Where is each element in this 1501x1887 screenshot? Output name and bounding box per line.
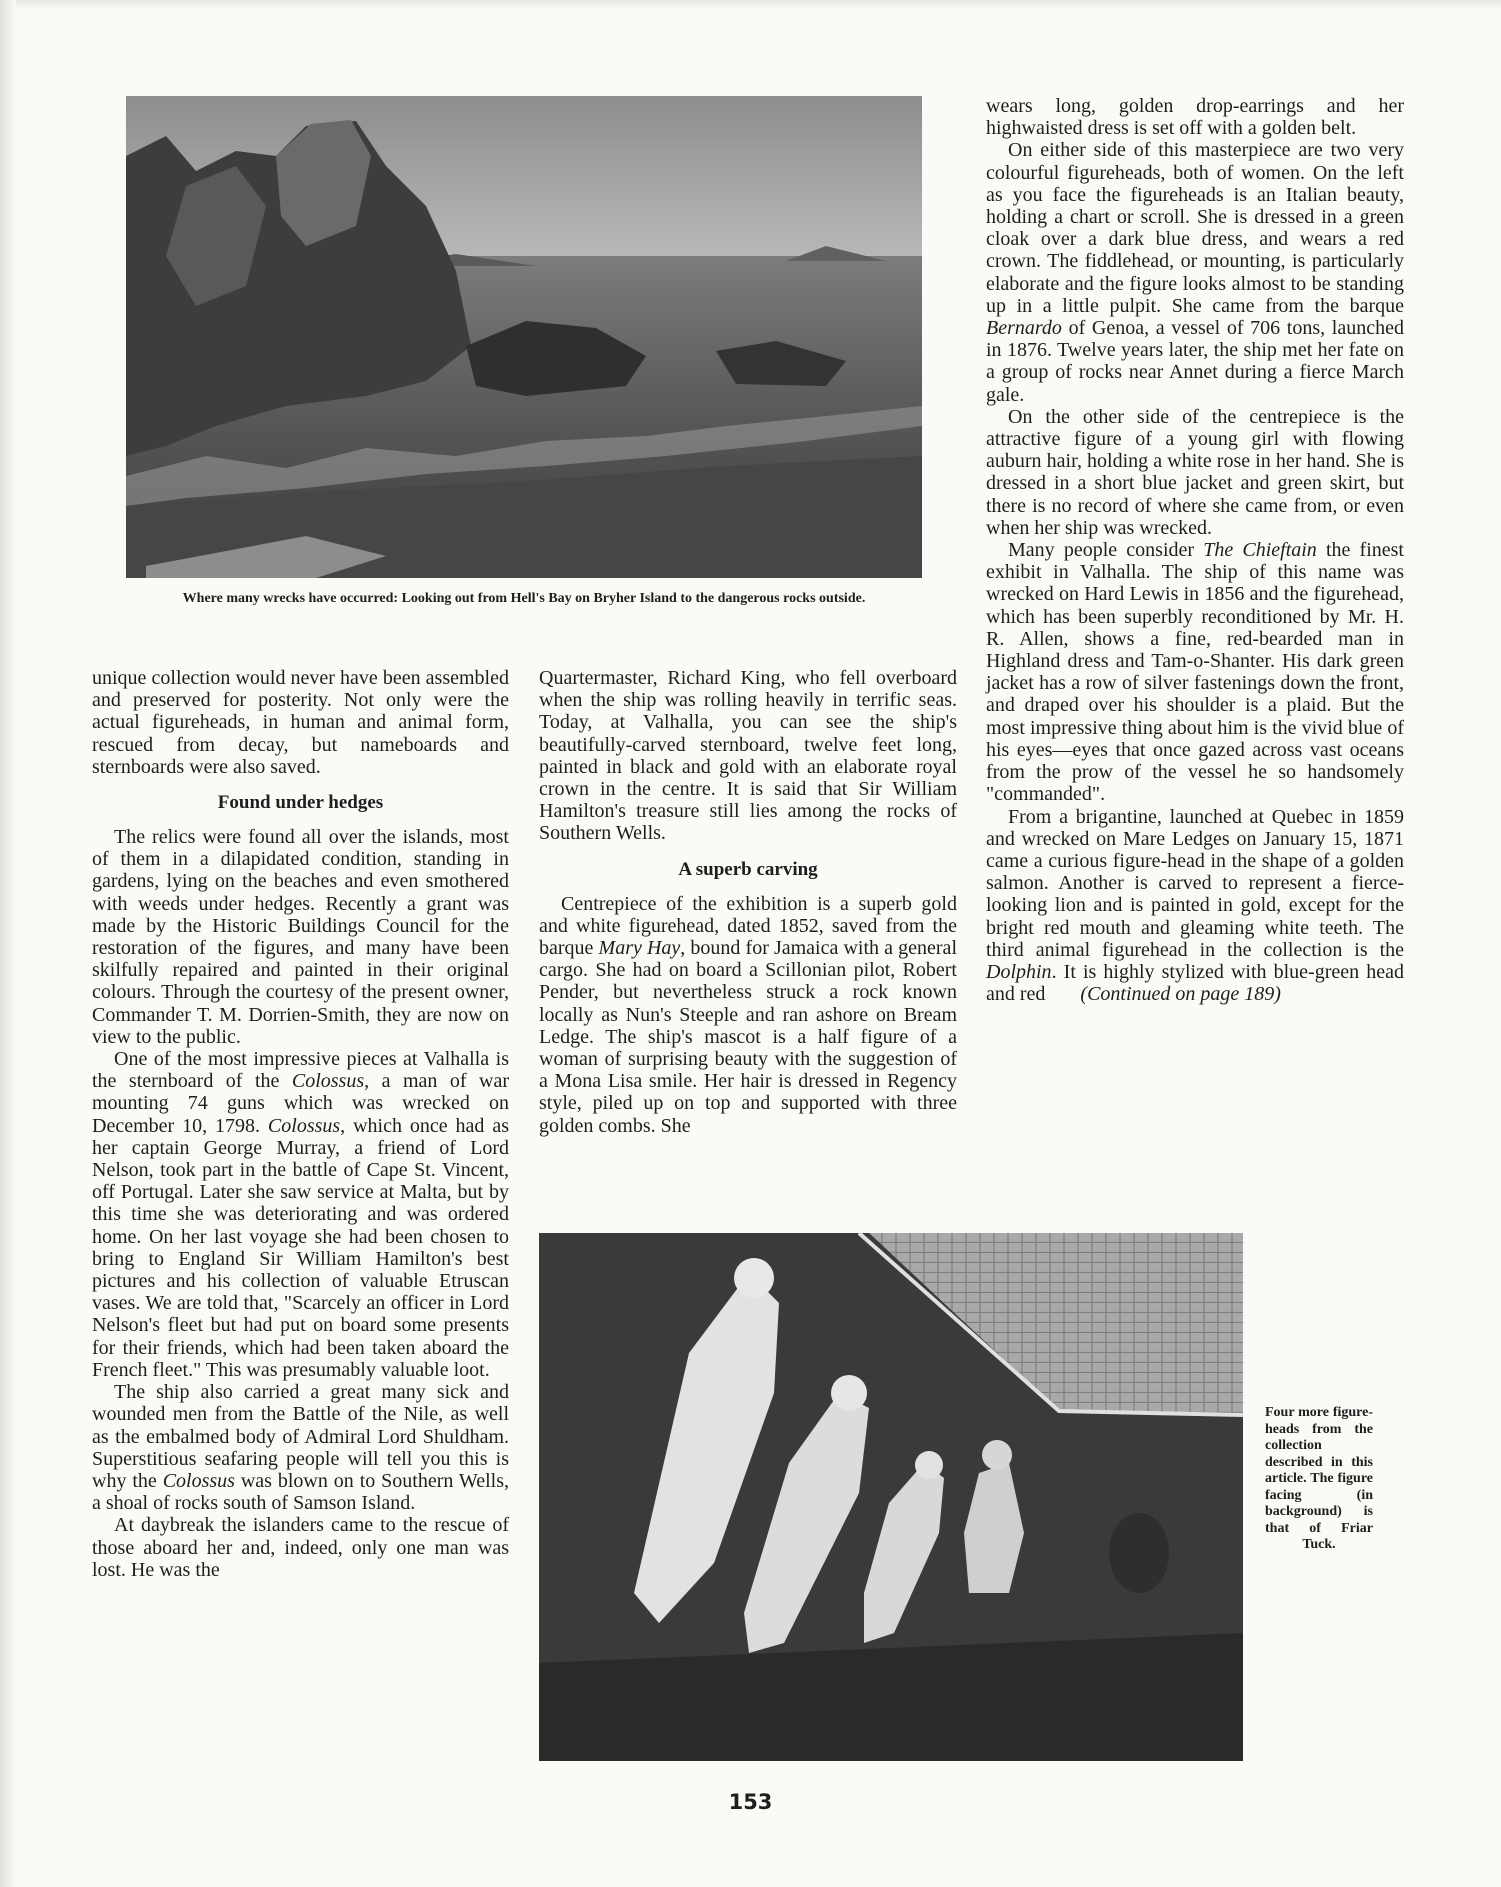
column-right (986, 95, 1404, 1005)
page-number: 153 (728, 1790, 773, 1814)
section-heading: A superb carving (678, 858, 818, 880)
column-middle (539, 667, 957, 1137)
page-gutter (0, 0, 16, 1887)
paragraph: The relics were found all over the islands, most of them in a dilapidated condition, standing in gardens, lying on the beaches and even smothered with weeds under hedges. Recently a grant was made by the Historic Buildings Council for the restoration of the figures, and many have been skilfully repaired and painted in their original colours. Through the courtesy of the present owner, Commander T. M. Dorrien-Smith, they are now on view to the public. (92, 826, 509, 1048)
column-left (92, 667, 509, 1581)
paragraph: On either side of this masterpiece are two very colourful figureheads, both of women. On the left as you face the figureheads is an Italian beauty, holding a chart or scroll. She is dressed in a green cloak over a dark blue dress, and wears a red crown. The fiddlehead, or mounting, is particularly elaborate and the figure looks almost to be standing up in a little pulpit. She came from the barque Bernardo of Genoa, a vessel of 706 tons, launched in 1876. Twelve years later, the ship met her fate on a group of rocks near Annet during a fierce March gale. (986, 139, 1404, 406)
section-heading: Found under hedges (217, 792, 384, 814)
paragraph: The ship also carried a great many sick and wounded men from the Battle of the Nile, as well as the embalmed body of Admiral Lord Shuldham. Superstitious seafaring people will tell you this is why the Colossus was blown on to Southern Wells, a shoal of rocks south of Samson Island. (92, 1381, 509, 1515)
top-photo-caption: Where many wrecks have occurred: Looking out from Hell's Bay on Bryher Island to the dangerous rocks outside. (182, 591, 866, 606)
hells-bay-photo (126, 96, 922, 578)
paragraph: One of the most impressive pieces at Valhalla is the sternboard of the Colossus, a man of war mounting 74 guns which was wrecked on December 10, 1798. Colossus, which once had as her captain George Murray, a friend of Lord Nelson, took part in the battle of Cape St. Vincent, off Portugal. Later she saw service at Malta, but by this time she was deteriorating and was ordered home. On her last voyage she had been chosen to bring to England Sir William Hamilton's best pictures and his collection of valuable Etruscan vases. We are told that, "Scarcely an officer in Lord Nelson's fleet but had put on board some presents for their friends, which had been taken aboard the French fleet." This was presumably valuable loot. (92, 1048, 510, 1381)
paragraph: wears long, golden drop-earrings and her highwaisted dress is set off with a golden belt. (986, 95, 1404, 140)
figureheads-photo (539, 1233, 1243, 1761)
paragraph: From a brigantine, launched at Quebec in 1859 and wrecked on Mare Ledges on January 15, 1871 came a curious figure-head in the shape of a golden salmon. Another is carved to represent a fierce-looking lion and is painted in gold, except for the bright red mouth and gleaming white teeth. The third animal figurehead in the collection is the Dolphin. It is highly stylized with blue-green head and red (Continued on page 189) (986, 805, 1404, 1006)
bottom-photo-caption: Four more figure-heads from the collection described in this article. The figure facing (in background) is that of Friar Tuck. (1265, 1405, 1373, 1552)
continued-note: (Continued on page 189) (1080, 983, 1281, 1006)
page-edge (0, 0, 1501, 10)
paragraph: On the other side of the centrepiece is the attractive figure of a young girl with flowing auburn hair, holding a white rose in her hand. She is dressed in a short blue jacket and green skirt, but there is no record of where she came from, or even when her ship was wrecked. (986, 405, 1404, 539)
paragraph: At daybreak the islanders came to the rescue of those aboard her and, indeed, only one man was lost. He was the (92, 1514, 509, 1581)
paragraph: Quartermaster, Richard King, who fell overboard when the ship was rolling heavily in terrific seas. Today, at Valhalla, you can see the ship's beautifully-carved sternboard, twelve feet long, painted in black and gold with an elaborate royal crown in the centre. It is said that Sir William Hamilton's treasure still lies among the rocks of Southern Wells. (539, 667, 957, 845)
paragraph: Many people consider The Chieftain the finest exhibit in Valhalla. The ship of this name was wrecked on Hard Lewis in 1856 and the figurehead, which has been superbly reconditioned by Mr. H. R. Allen, shows a fine, red-bearded man in Highland dress and Tam-o-Shanter. His dark green jacket has a row of silver fastenings down the front, and draped over his shoulder is a plaid. But the most impressive thing about him is the vivid blue of his eyes—eyes that once gazed across vast oceans from the prow of the vessel he so handsomely "commanded". (986, 539, 1404, 806)
paragraph: Centrepiece of the exhibition is a superb gold and white figurehead, dated 1852, saved from the barque Mary Hay, bound for Jamaica with a general cargo. She had on board a Scillonian pilot, Robert Pender, but nevertheless struck a rock known locally as Nun's Steeple and ran ashore on Bream Ledge. The ship's mascot is a half figure of a woman of surprising beauty with the suggestion of a Mona Lisa smile. Her hair is dressed in Regency style, piled up on top and supported with three golden combs. She (539, 892, 957, 1137)
paragraph: unique collection would never have been assembled and preserved for posterity. Not only were the actual figureheads, in human and animal form, rescued from decay, but nameboards and sternboards were also saved. (92, 667, 509, 778)
